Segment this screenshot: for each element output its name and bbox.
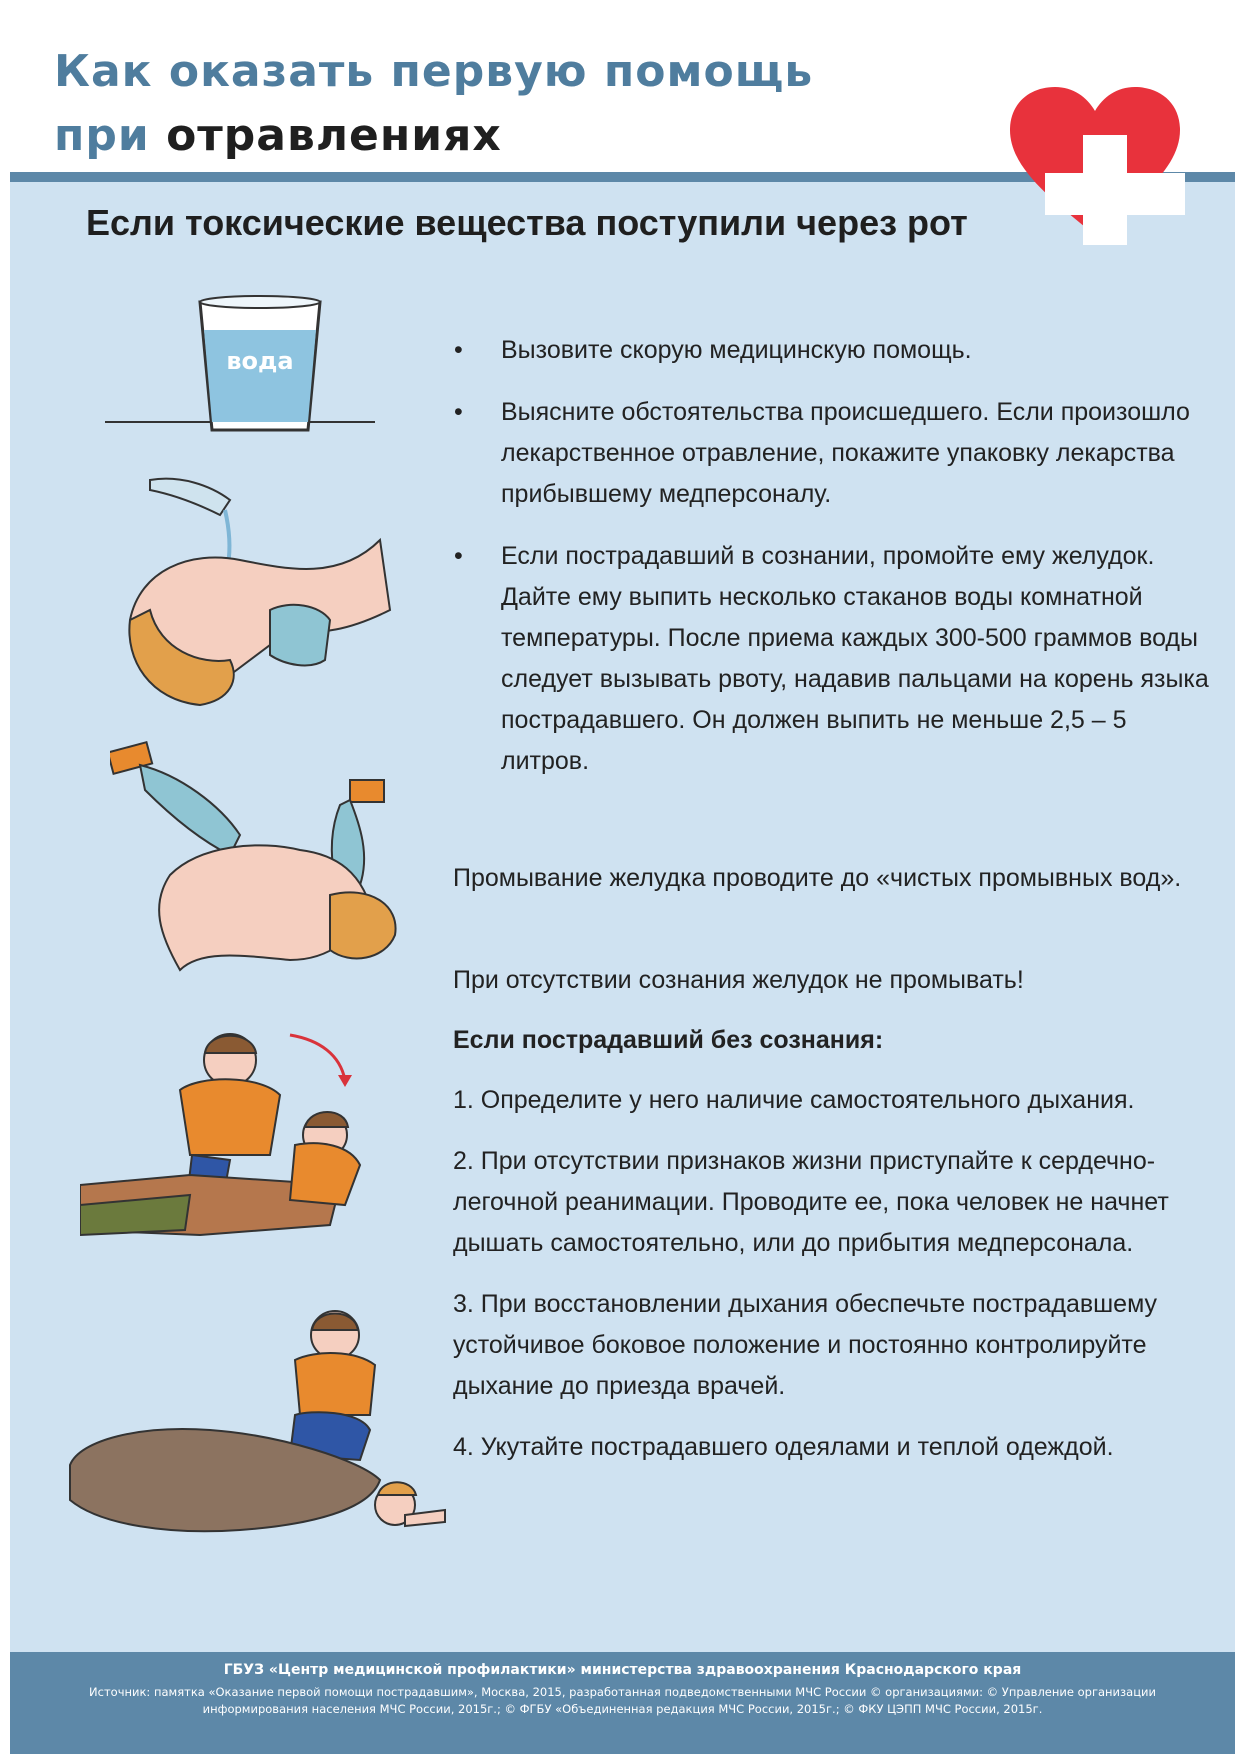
title-line-2 <box>54 104 813 168</box>
title-line-2-emphasis: отравлениях <box>166 110 502 161</box>
page-title <box>54 40 813 168</box>
lavage-note: Промывание желудка проводите до «чистых промывных вод». <box>453 864 1182 892</box>
bullet-circumstances: • Выясните обстоятельства происшедшего. Если произошло лекарственное отравление, покажите упаковку лекарства прибывшему медперсоналу. <box>501 392 1213 515</box>
footer-organization: ГБУЗ «Центр медицинской профилактики» министерства здравоохранения Краснодарского края <box>223 1662 1022 1678</box>
title-line-2-prefix: при <box>54 110 150 161</box>
step-item: 4. Укутайте пострадавшего одеялами и теплой одеждой. <box>453 1433 1114 1461</box>
giving-water-illustration <box>120 460 400 710</box>
step-item: 3. При восстановлении дыхания обеспечьте пострадавшему устойчивое боковое положение и постоянно контролируйте дыхание до приезда врачей. <box>453 1290 1158 1400</box>
title-line-1: Как оказать первую помощь <box>54 46 814 97</box>
induce-vomiting-illustration <box>110 735 410 995</box>
step-item: 1. Определите у него наличие самостоятельного дыхания. <box>453 1086 1135 1114</box>
recovery-position-illustration <box>60 1290 450 1550</box>
cpr-illustration <box>80 1015 410 1275</box>
glass-label: вода <box>226 347 294 375</box>
bullet-call-ambulance: • Вызовите скорую медицинскую помощь. <box>501 330 1213 371</box>
glass-of-water-illustration <box>100 290 380 440</box>
unconscious-heading: Если пострадавший без сознания: <box>453 1026 884 1054</box>
unconscious-steps <box>453 1080 1223 1488</box>
unconscious-warning: При отсутствии сознания желудок не промывать! <box>453 966 1024 994</box>
instructions <box>453 330 1213 803</box>
section-subtitle: Если токсические вещества поступили через рот <box>86 202 968 243</box>
footer-source: Источник: памятка «Оказание первой помощи пострадавшим», Москва, 2015, разработанная подведомственными МЧС России © организациями: © Управление организации информирования населения МЧС России, 2015г.; © ФГБУ «Объединенная редакция МЧС России, 2015г.; © ФКУ ЦЭПП МЧС России, 2015г. <box>89 1685 1156 1716</box>
step-item: 2. При отсутствии признаков жизни приступайте к сердечно-легочной реанимации. Проводите ее, пока человек не начнет дышать самостоятельно, или до прибытия медперсонала. <box>453 1147 1169 1257</box>
bullet-list <box>453 330 1213 782</box>
footer <box>10 1652 1235 1754</box>
bullet-gastric-lavage: • Если пострадавший в сознании, промойте ему желудок. Дайте ему выпить несколько стаканов воды комнатной температуры. После приема каждых 300-500 граммов воды следует вызывать рвоту, надавив пальцами на корень языка пострадавшего. Он должен выпить не меньше 2,5 – 5 литров. <box>501 536 1213 782</box>
heart-cross-icon <box>1005 85 1185 245</box>
